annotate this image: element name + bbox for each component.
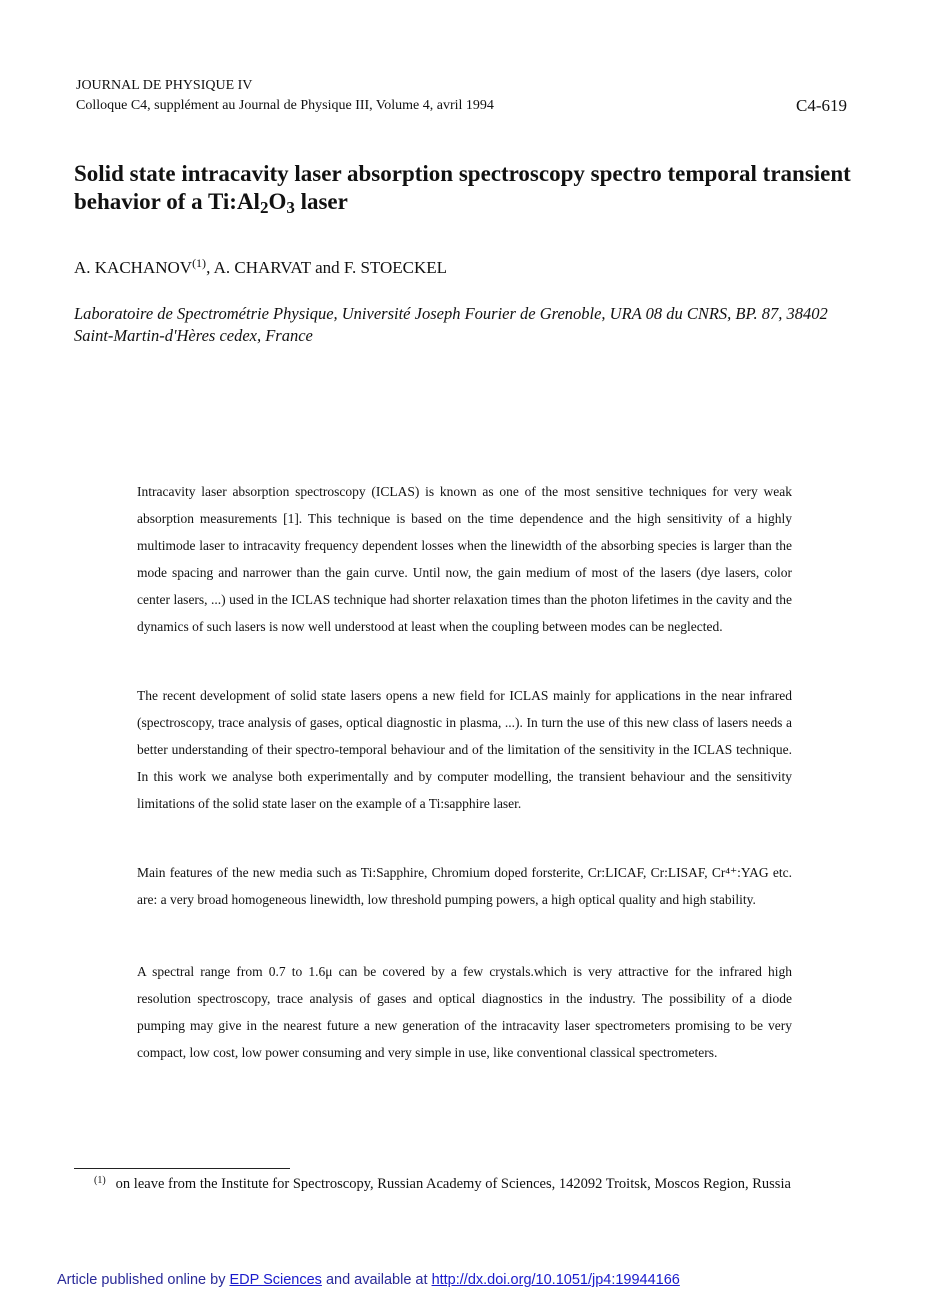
footnote-text: on leave from the Institute for Spectroscopy, Russian Academy of Sciences, 142092 Troitsk, Moscos Region, Russia <box>115 1176 791 1192</box>
body-paragraph-3: Main features of the new media such as Ti:Sapphire, Chromium doped forsterite, Cr:LICAF, Cr:LISAF, Cr⁴⁺:YAG etc. are: a very broad homogeneous linewidth, low threshold pumping powers, a high optical quality and high stability. <box>137 865 792 907</box>
body-paragraph-4: A spectral range from 0.7 to 1.6μ can be covered by a few crystals.which is very attractive for the infrared high resolution spectroscopy, trace analysis of gases and optical diagnostics in the industry. The possibility of a diode pumping may give in the nearest future a new generation of the intracavity laser spectrometers promising to be very compact, low cost, low power consuming and very simple in use, like conventional classical spectrometers. <box>137 964 792 1060</box>
footnote-divider <box>74 1168 290 1169</box>
title-suffix: laser <box>294 189 348 214</box>
doi-link[interactable]: http://dx.doi.org/10.1051/jp4:19944166 <box>431 1272 680 1288</box>
publication-prefix: Article published online by <box>57 1272 230 1288</box>
author-first: A. KACHANOV <box>74 258 193 277</box>
title-subscript-2: 2 <box>259 198 269 217</box>
body-paragraph-2: The recent development of solid state lasers opens a new field for ICLAS mainly for applications in the near infrared (spectroscopy, trace analysis of gases, optical diagnostic in plasma, ...). In turn the use of this new class of lasers needs a better understanding of their spectro-temporal behaviour and of the limitation of the sensitivity in the ICLAS technique. In this work we analyse both experimentally and by computer modelling, the transient behaviour and the sensitivity limitations of the solid state laser on the example of a Ti:sapphire laser. <box>137 688 792 811</box>
author-list <box>74 258 447 278</box>
publisher-link[interactable]: EDP Sciences <box>229 1272 322 1288</box>
author-rest: , A. CHARVAT and F. STOECKEL <box>206 258 448 277</box>
page-number: C4-619 <box>796 96 847 115</box>
affiliation: Laboratoire de Spectrométrie Physique, Université Joseph Fourier de Grenoble, URA 08 du CNRS, BP. 87, 38402 Saint-Martin-d'Hères cedex, France <box>74 304 828 345</box>
journal-issue-line: Colloque C4, supplément au Journal de Physique III, Volume 4, avril 1994 <box>76 98 494 113</box>
title-oxygen: O <box>268 189 287 214</box>
footnote-mark: (1) <box>94 1175 106 1186</box>
journal-name: JOURNAL DE PHYSIQUE IV <box>76 78 253 93</box>
body-paragraph-1: Intracavity laser absorption spectroscopy (ICLAS) is known as one of the most sensitive techniques for very weak absorption measurements [1]. This technique is based on the time dependence and the high sensitivity of a highly multimode laser to intracavity frequency dependent losses when the linewidth of the absorbing species is larger than the mode spacing and narrower than the gain curve. Until now, the gain medium of most of the lasers (dye lasers, color center lasers, ...) used in the ICLAS technique had shorter relaxation times than the photon lifetimes in the cavity and the dynamics of such lasers is now well understood at least when the coupling between modes can be neglected. <box>137 484 792 634</box>
paper-title <box>74 160 874 216</box>
title-text: Solid state intracavity laser absorption spectroscopy spectro temporal transient behavior of a Ti:Al <box>74 161 851 214</box>
publication-notice <box>57 1272 680 1288</box>
author-footnote-mark: (1) <box>192 256 207 270</box>
title-subscript-3: 3 <box>286 198 295 217</box>
publication-middle: and available at <box>321 1272 432 1288</box>
footnote <box>94 1176 791 1193</box>
